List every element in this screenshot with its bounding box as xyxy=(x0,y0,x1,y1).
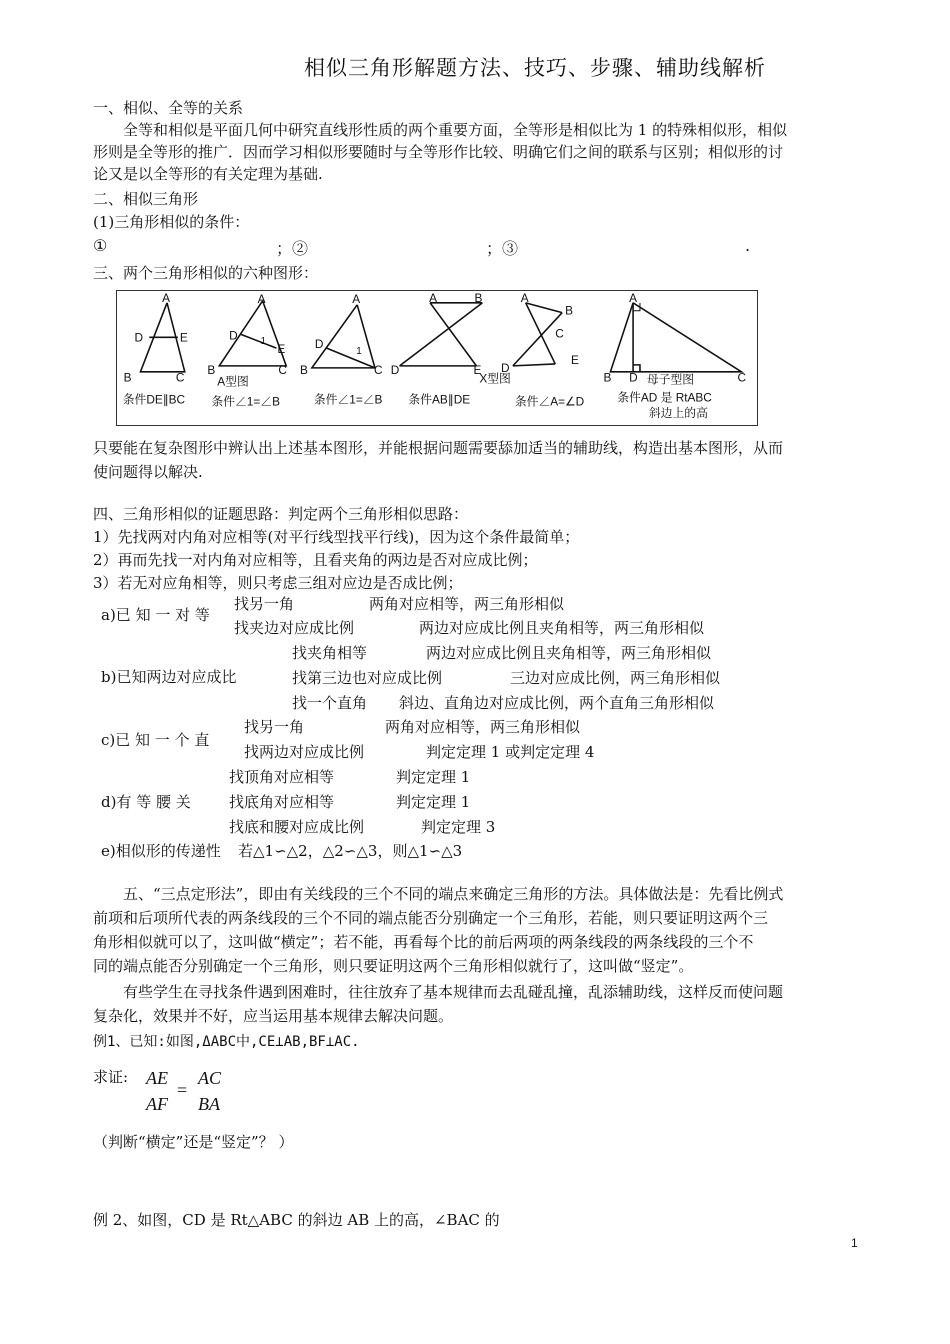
svg-text:C: C xyxy=(175,370,185,385)
svg-text:E: E xyxy=(277,342,286,357)
section5-line2: 前项和后项所代表的两条线段的三个不同的端点能否分别确定一个三角形，若能，则只要证明这两个三 xyxy=(93,909,769,927)
condition-1: ① xyxy=(93,236,108,255)
label-a-type: A型图 xyxy=(217,374,249,389)
section1-heading: 一、相似、全等的关系 xyxy=(93,99,244,117)
svg-text:A: A xyxy=(629,291,638,305)
caption-5: 条件∠A=∠D xyxy=(514,394,585,409)
condition-end: . xyxy=(745,236,751,255)
equals-sign: = xyxy=(177,1080,188,1100)
case-b-label: b)已知两边对应成比 xyxy=(101,668,237,686)
caption-1: 条件DE∥BC xyxy=(122,392,186,407)
page-title: 相似三角形解题方法、技巧、步骤、辅助线解析 xyxy=(304,56,766,80)
case-d-item3: 找底和腰对应成比例 xyxy=(229,818,365,836)
section1-para-line2: 形则是全等形的推广．因而学习相似形要随时与全等形作比较、明确它们之间的联系与区别；相似形的讨 xyxy=(93,143,784,161)
svg-text:C: C xyxy=(373,362,383,377)
svg-text:E: E xyxy=(179,330,188,345)
fraction-1-denominator: AF xyxy=(146,1094,168,1114)
svg-text:A: A xyxy=(257,291,266,306)
case-c-label: c)已 知 一 个 直 xyxy=(101,731,210,749)
svg-text:D: D xyxy=(390,362,400,377)
case-e-text: 若△1∽△2，△2∽△3，则△1∽△3 xyxy=(238,842,463,860)
svg-text:B: B xyxy=(300,362,308,377)
svg-text:1: 1 xyxy=(356,346,362,358)
svg-text:A: A xyxy=(352,291,361,306)
svg-text:1: 1 xyxy=(260,336,267,348)
svg-text:E: E xyxy=(473,362,482,377)
label-mother-child: 母子型图 xyxy=(646,372,695,387)
case-d-result2: 判定定理 1 xyxy=(396,793,471,811)
section4-step3: 3）若无对应角相等，则只考虑三组对应边是否成比例； xyxy=(93,574,463,592)
case-a-result2: 两边对应成比例且夹角相等，两三角形相似 xyxy=(419,619,705,637)
case-c-item1: 找另一角 xyxy=(244,718,305,736)
case-e-label: e)相似形的传递性 xyxy=(101,842,221,860)
section4-heading: 四、三角形相似的证题思路：判定两个三角形相似思路： xyxy=(93,505,469,523)
svg-text:A: A xyxy=(520,291,529,305)
svg-text:B: B xyxy=(565,303,573,318)
svg-text:C: C xyxy=(278,362,287,377)
case-c-result2: 判定定理 1 或判定定理 4 xyxy=(426,743,595,761)
fraction-2-numerator: AC xyxy=(198,1068,222,1088)
case-c-item2: 找两边对应成比例 xyxy=(244,743,365,761)
example1-statement: 例1、已知:如图,ΔABC中,CE⊥AB,BF⊥AC. xyxy=(93,1034,360,1050)
case-b-result3: 斜边、直角边对应成比例，两个直角三角形相似 xyxy=(399,694,715,712)
label-x-type: X型图 xyxy=(479,371,511,386)
figure-a-angle xyxy=(207,292,287,377)
section4-step2: 2）再而先找一对内角对应相等，且看夹角的两边是否对应成比例； xyxy=(93,551,538,569)
example1-question: （判断“横定”还是“竖定”？ ） xyxy=(93,1133,294,1151)
case-b-item2: 找第三边也对应成比例 xyxy=(292,669,443,687)
case-b-result1: 两边对应成比例且夹角相等，两三角形相似 xyxy=(426,644,712,662)
svg-text:C: C xyxy=(555,326,564,341)
svg-text:B: B xyxy=(207,362,216,377)
svg-text:B: B xyxy=(603,370,612,385)
figure-a-angle-2 xyxy=(300,292,383,377)
svg-text:B: B xyxy=(123,370,132,385)
case-d-item2: 找底角对应相等 xyxy=(229,793,335,811)
fraction-2-denominator: BA xyxy=(198,1094,220,1114)
case-a-item1: 找另一角 xyxy=(234,595,295,613)
page-number: 1 xyxy=(851,1236,858,1250)
case-d-result3: 判定定理 3 xyxy=(421,818,496,836)
caption-3: 条件∠1=∠B xyxy=(313,392,383,407)
section1-para-line3: 论又是以全等形的有关定理为基础. xyxy=(93,165,323,183)
caption-6: 条件AD 是 RtABC xyxy=(617,390,712,405)
condition-2: ；② xyxy=(276,239,309,258)
example2-statement: 例 2、如图，CD 是 Rt△ABC 的斜边 AB 上的高，∠BAC 的 xyxy=(93,1211,500,1229)
section4-step1: 1）先找两对内角对应相等(对平行线型找平行线)，因为这个条件最简单； xyxy=(93,528,580,546)
section3-after-line1: 只要能在复杂图形中辨认出上述基本图形，并能根据问题需要舔加适当的辅助线，构造出基本图形，从而 xyxy=(93,439,784,457)
svg-text:A: A xyxy=(162,291,170,305)
section5-line1: 五、“三点定形法”，即由有关线段的三个不同的端点来确定三角形的方法。具体做法是：先看比例式 xyxy=(123,885,784,903)
case-d-result1: 判定定理 1 xyxy=(396,768,471,786)
svg-text:D: D xyxy=(629,370,638,385)
section5-line5: 有些学生在寻找条件遇到困难时，往往放弃了基本规律而去乱碰乱撞，乱添辅助线，这样反而使问题 xyxy=(123,983,784,1001)
case-d-label: d)有 等 腰 关 xyxy=(101,793,191,811)
caption-2: 条件∠1=∠B xyxy=(211,394,280,409)
condition-3: ；③ xyxy=(486,239,519,258)
figure-x-angle xyxy=(501,291,579,375)
case-b-item3: 找一个直角 xyxy=(292,694,368,712)
caption-6b: 斜边上的高 xyxy=(648,406,708,421)
section2-sub: (1)三角形相似的条件： xyxy=(93,213,250,231)
section5-line6: 复杂化，效果并不好，应当运用基本规律去解决问题。 xyxy=(93,1007,454,1025)
fraction-1-numerator: AE xyxy=(146,1068,168,1088)
svg-text:A: A xyxy=(429,291,438,305)
section3-heading: 三、两个三角形相似的六种图形： xyxy=(93,264,319,282)
case-b-result2: 三边对应成比例，两三角形相似 xyxy=(510,669,721,687)
svg-text:D: D xyxy=(501,360,510,375)
figure-x-parallel xyxy=(391,291,483,377)
case-d-item1: 找顶角对应相等 xyxy=(229,768,335,786)
svg-text:D: D xyxy=(134,330,144,345)
svg-text:B: B xyxy=(474,291,483,305)
svg-text:C: C xyxy=(737,370,747,385)
case-a-item2: 找夹边对应成比例 xyxy=(234,619,355,637)
svg-text:E: E xyxy=(571,352,579,367)
figure-a-parallel xyxy=(124,291,188,385)
svg-text:D: D xyxy=(314,337,324,352)
case-b-item1: 找夹角相等 xyxy=(292,644,368,662)
section2-heading: 二、相似三角形 xyxy=(93,190,199,208)
section1-para-line1: 全等和相似是平面几何中研究直线形性质的两个重要方面，全等形是相似比为 1 的特殊相似形，相似 xyxy=(123,121,788,139)
six-figures-diagram xyxy=(116,290,758,426)
svg-text:D: D xyxy=(229,328,238,343)
example1-prove-label: 求证: xyxy=(93,1068,129,1086)
caption-4: 条件AB∥DE xyxy=(408,392,471,407)
section5-line4: 同的端点能否分别确定一个三角形，则只要证明这两个三角形相似就行了，这叫做“竖定”。 xyxy=(93,957,694,975)
figure-mother-child xyxy=(604,291,747,385)
section3-after-line2: 使问题得以解决. xyxy=(93,463,203,481)
case-c-result1: 两角对应相等，两三角形相似 xyxy=(385,718,581,736)
case-a-label: a)已 知 一 对 等 xyxy=(101,606,210,624)
section5-line3: 角形相似就可以了，这叫做“横定”；若不能，再看每个比的前后两项的两条线段的两条线段的三个不 xyxy=(93,933,754,951)
case-a-result1: 两角对应相等，两三角形相似 xyxy=(369,595,565,613)
